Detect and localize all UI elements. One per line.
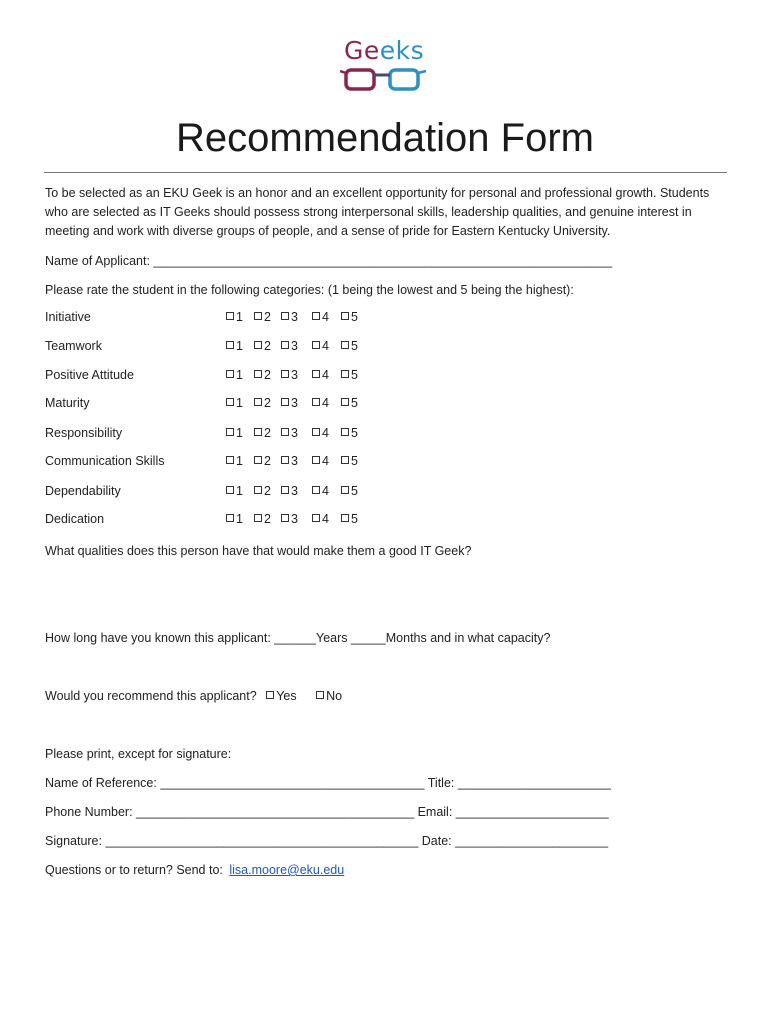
rating-option-4[interactable] xyxy=(312,339,329,353)
rating-option-5[interactable] xyxy=(341,454,358,468)
rating-option-1[interactable] xyxy=(226,454,243,468)
checkbox-icon[interactable] xyxy=(341,514,349,522)
rating-option-label: 2 xyxy=(264,426,271,440)
rating-option-1[interactable] xyxy=(226,310,243,324)
rating-option-1[interactable] xyxy=(226,484,243,498)
rating-option-label: 3 xyxy=(291,310,298,324)
rating-option-1[interactable] xyxy=(226,396,243,410)
rating-option-label: 1 xyxy=(236,368,243,382)
rating-option-1[interactable] xyxy=(226,339,243,353)
rating-category-label: Dependability xyxy=(45,484,121,498)
rating-option-4[interactable] xyxy=(312,512,329,526)
rating-option-label: 3 xyxy=(291,484,298,498)
page-title: Recommendation Form xyxy=(176,116,594,160)
checkbox-icon[interactable] xyxy=(312,514,320,522)
rating-option-label: 5 xyxy=(351,368,358,382)
rating-option-3[interactable] xyxy=(281,484,298,498)
rating-option-4[interactable] xyxy=(312,484,329,498)
checkbox-icon[interactable] xyxy=(281,486,289,494)
rating-instructions: Please rate the student in the following categories: (1 being the lowest and 5 being the highest): xyxy=(45,283,574,297)
checkbox-icon[interactable] xyxy=(254,398,262,406)
rating-option-label: 2 xyxy=(264,454,271,468)
rating-option-5[interactable] xyxy=(341,426,358,440)
rating-option-label: 5 xyxy=(351,310,358,324)
rating-option-label: 4 xyxy=(322,310,329,324)
checkbox-icon[interactable] xyxy=(254,514,262,522)
print-note: Please print, except for signature: xyxy=(45,747,232,761)
checkbox-icon[interactable] xyxy=(226,398,234,406)
checkbox-icon[interactable] xyxy=(226,456,234,464)
checkbox-icon[interactable] xyxy=(341,370,349,378)
rating-option-label: 4 xyxy=(322,454,329,468)
rating-option-2[interactable] xyxy=(254,339,271,353)
checkbox-icon[interactable] xyxy=(316,691,324,699)
checkbox-icon[interactable] xyxy=(226,370,234,378)
checkbox-icon[interactable] xyxy=(281,370,289,378)
rating-option-5[interactable] xyxy=(341,310,358,324)
rating-option-5[interactable] xyxy=(341,396,358,410)
rating-option-label: 5 xyxy=(351,454,358,468)
checkbox-icon[interactable] xyxy=(254,456,262,464)
rating-option-label: 1 xyxy=(236,512,243,526)
checkbox-icon[interactable] xyxy=(312,312,320,320)
checkbox-icon[interactable] xyxy=(312,428,320,436)
checkbox-icon[interactable] xyxy=(341,341,349,349)
rating-option-5[interactable] xyxy=(341,484,358,498)
checkbox-icon[interactable] xyxy=(281,456,289,464)
rating-option-4[interactable] xyxy=(312,396,329,410)
rating-option-1[interactable] xyxy=(226,368,243,382)
checkbox-icon[interactable] xyxy=(254,486,262,494)
rating-category-label: Maturity xyxy=(45,396,90,410)
checkbox-icon[interactable] xyxy=(341,486,349,494)
applicant-name-field[interactable]: Name of Applicant: __________________________________________________________________ xyxy=(45,254,613,268)
rating-option-label: 1 xyxy=(236,339,243,353)
recommend-row xyxy=(45,687,342,706)
rating-option-label: 4 xyxy=(322,368,329,382)
checkbox-icon[interactable] xyxy=(312,341,320,349)
checkbox-icon[interactable] xyxy=(312,456,320,464)
rating-option-label: 3 xyxy=(291,512,298,526)
qualities-question: What qualities does this person have that would make them a good IT Geek? xyxy=(45,544,472,558)
recommend-no-label: No xyxy=(326,689,343,703)
geeks-logo xyxy=(340,36,430,96)
rating-option-2[interactable] xyxy=(254,396,271,410)
checkbox-icon[interactable] xyxy=(281,514,289,522)
rating-option-label: 2 xyxy=(264,512,271,526)
contact-prefix: Questions or to return? Send to: xyxy=(45,863,223,877)
checkbox-icon[interactable] xyxy=(281,428,289,436)
rating-option-label: 2 xyxy=(264,368,271,382)
rating-option-label: 3 xyxy=(291,368,298,382)
rating-option-label: 1 xyxy=(236,426,243,440)
checkbox-icon[interactable] xyxy=(254,428,262,436)
rating-option-label: 5 xyxy=(351,339,358,353)
checkbox-icon[interactable] xyxy=(312,398,320,406)
rating-option-4[interactable] xyxy=(312,368,329,382)
rating-option-3[interactable] xyxy=(281,339,298,353)
checkbox-icon[interactable] xyxy=(226,514,234,522)
rating-option-4[interactable] xyxy=(312,426,329,440)
phone-email-field[interactable]: Phone Number: ________________________________________ Email: ______________________ xyxy=(45,805,609,819)
checkbox-icon[interactable] xyxy=(281,398,289,406)
rating-option-3[interactable] xyxy=(281,454,298,468)
rating-option-label: 4 xyxy=(322,512,329,526)
checkbox-icon[interactable] xyxy=(226,428,234,436)
rating-option-3[interactable] xyxy=(281,396,298,410)
reference-title-field[interactable]: Name of Reference: ______________________________________ Title: ______________________ xyxy=(45,776,611,790)
rating-option-label: 3 xyxy=(291,454,298,468)
rating-option-label: 5 xyxy=(351,396,358,410)
checkbox-icon[interactable] xyxy=(341,428,349,436)
rating-option-2[interactable] xyxy=(254,368,271,382)
rating-option-label: 5 xyxy=(351,484,358,498)
checkbox-icon[interactable] xyxy=(226,341,234,349)
rating-option-label: 2 xyxy=(264,484,271,498)
known-duration-question[interactable]: How long have you known this applicant: ______Years _____Months and in what capacity? xyxy=(45,631,551,645)
rating-category-label: Positive Attitude xyxy=(45,368,134,382)
rating-category-label: Initiative xyxy=(45,310,91,324)
logo-wordmark xyxy=(344,36,424,65)
rating-option-3[interactable] xyxy=(281,368,298,382)
rating-option-label: 3 xyxy=(291,396,298,410)
title-divider xyxy=(44,172,727,173)
checkbox-icon[interactable] xyxy=(341,312,349,320)
rating-option-4[interactable] xyxy=(312,454,329,468)
rating-option-label: 3 xyxy=(291,426,298,440)
rating-option-2[interactable] xyxy=(254,310,271,324)
rating-option-2[interactable] xyxy=(254,454,271,468)
rating-category-label: Communication Skills xyxy=(45,454,165,468)
recommend-no-option[interactable] xyxy=(316,689,342,703)
logo-text-part1: Ge xyxy=(344,36,380,65)
rating-option-1[interactable] xyxy=(226,426,243,440)
contact-email-link[interactable]: lisa.moore@eku.edu xyxy=(229,863,345,877)
checkbox-icon[interactable] xyxy=(254,370,262,378)
checkbox-icon[interactable] xyxy=(226,486,234,494)
checkbox-icon[interactable] xyxy=(226,312,234,320)
recommend-question: Would you recommend this applicant? xyxy=(45,689,257,703)
rating-option-label: 2 xyxy=(264,310,271,324)
rating-option-1[interactable] xyxy=(226,512,243,526)
recommend-yes-label: Yes xyxy=(276,689,297,703)
rating-option-3[interactable] xyxy=(281,310,298,324)
rating-option-2[interactable] xyxy=(254,512,271,526)
checkbox-icon[interactable] xyxy=(312,486,320,494)
rating-option-2[interactable] xyxy=(254,426,271,440)
rating-option-label: 5 xyxy=(351,512,358,526)
contact-line xyxy=(45,861,344,880)
rating-category-label: Dedication xyxy=(45,512,105,526)
rating-option-5[interactable] xyxy=(341,512,358,526)
checkbox-icon[interactable] xyxy=(281,341,289,349)
signature-date-field[interactable]: Signature: _____________________________________________ Date: ______________________ xyxy=(45,834,609,848)
rating-option-3[interactable] xyxy=(281,512,298,526)
rating-option-label: 3 xyxy=(291,339,298,353)
intro-paragraph: To be selected as an EKU Geek is an honor and an excellent opportunity for personal and professional growth. Students who are selected as IT Geeks should possess strong interpersonal skills, leadership qualities, and genuine interest in meeting and work with diverse groups of people, and a sense of pride for Eastern Kentucky University. xyxy=(45,186,710,238)
checkbox-icon[interactable] xyxy=(266,691,274,699)
rating-option-5[interactable] xyxy=(341,339,358,353)
rating-option-label: 4 xyxy=(322,339,329,353)
rating-option-label: 4 xyxy=(322,484,329,498)
rating-option-5[interactable] xyxy=(341,368,358,382)
rating-option-label: 2 xyxy=(264,396,271,410)
rating-option-label: 1 xyxy=(236,310,243,324)
glasses-icon xyxy=(340,64,430,94)
logo-text-part2: eks xyxy=(379,36,425,65)
rating-option-label: 1 xyxy=(236,396,243,410)
checkbox-icon[interactable] xyxy=(341,398,349,406)
recommend-yes-option[interactable] xyxy=(266,689,296,703)
rating-option-label: 4 xyxy=(322,426,329,440)
rating-option-label: 4 xyxy=(322,396,329,410)
checkbox-icon[interactable] xyxy=(312,370,320,378)
rating-option-2[interactable] xyxy=(254,484,271,498)
rating-option-3[interactable] xyxy=(281,426,298,440)
rating-option-4[interactable] xyxy=(312,310,329,324)
rating-option-label: 1 xyxy=(236,454,243,468)
checkbox-icon[interactable] xyxy=(281,312,289,320)
rating-category-label: Responsibility xyxy=(45,426,123,440)
rating-option-label: 5 xyxy=(351,426,358,440)
rating-option-label: 1 xyxy=(236,484,243,498)
rating-category-label: Teamwork xyxy=(45,339,102,353)
checkbox-icon[interactable] xyxy=(254,312,262,320)
checkbox-icon[interactable] xyxy=(254,341,262,349)
checkbox-icon[interactable] xyxy=(341,456,349,464)
rating-option-label: 2 xyxy=(264,339,271,353)
